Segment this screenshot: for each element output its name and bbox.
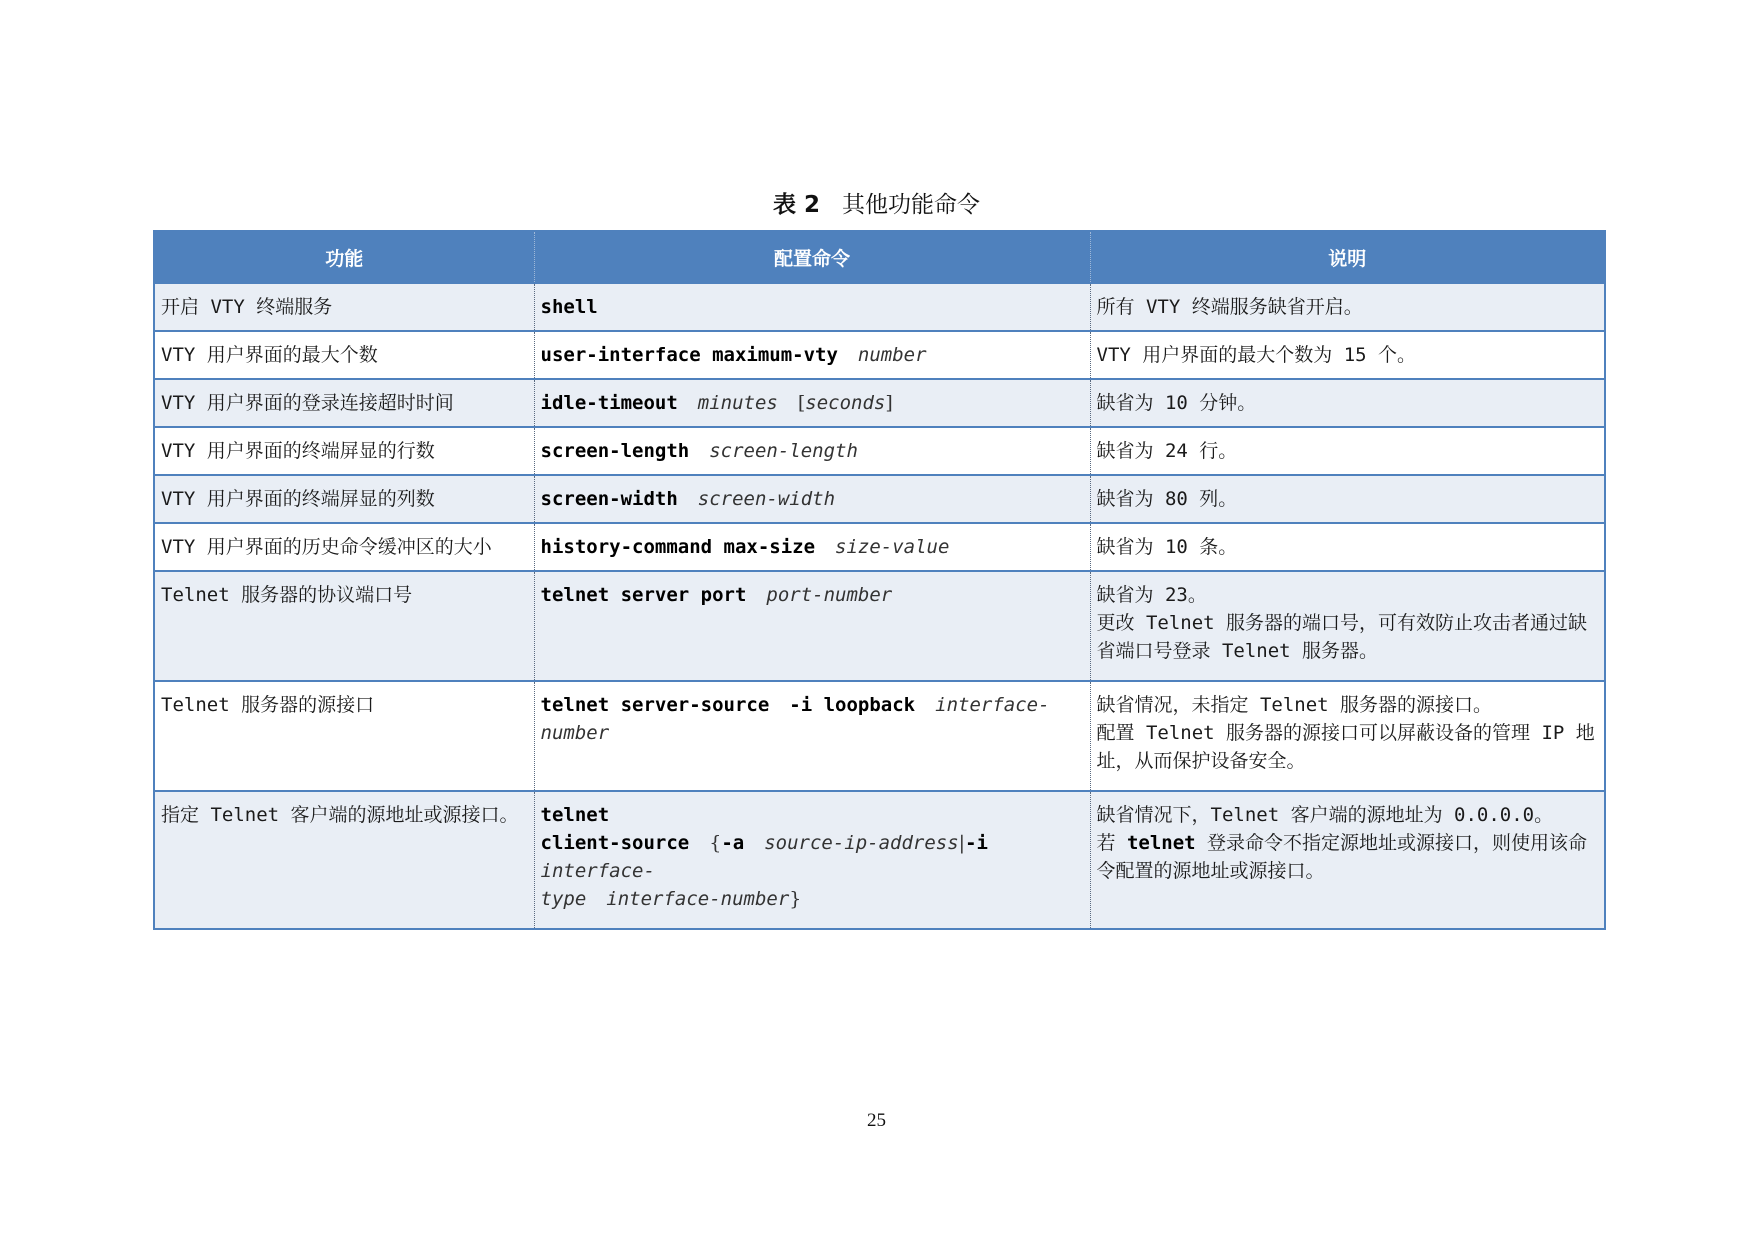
command-keyword: idle-timeout <box>540 392 678 414</box>
command-keyword: screen-width <box>540 488 678 510</box>
command-cell <box>534 791 1090 929</box>
table-row <box>154 475 1605 523</box>
command-argument: screen-length <box>709 440 858 462</box>
command-argument: interface- <box>540 860 655 882</box>
option-a: -a <box>721 832 745 854</box>
inline-command-keyword: telnet <box>1126 832 1196 854</box>
command-argument: number <box>857 344 927 366</box>
command-keyword: telnet server-source <box>540 694 770 716</box>
command-keyword: telnet <box>540 804 610 826</box>
table-row <box>154 427 1605 475</box>
description-cell: 所有 VTY 终端服务缺省开启。 <box>1090 283 1605 331</box>
command-cell <box>534 571 1090 681</box>
function-cell: VTY 用户界面的最大个数 <box>154 331 534 379</box>
option-i: -i <box>965 832 988 854</box>
description-cell: 缺省为 10 分钟。 <box>1090 379 1605 427</box>
command-argument: screen-width <box>697 488 836 510</box>
command-keyword: screen-length <box>540 440 690 462</box>
table-header-row <box>154 231 1605 283</box>
header-function: 功能 <box>154 231 534 283</box>
command-cell <box>534 475 1090 523</box>
table-row <box>154 331 1605 379</box>
choice-separator: | <box>958 832 966 854</box>
function-cell: VTY 用户界面的终端屏显的行数 <box>154 427 534 475</box>
description-cell: 缺省为 80 列。 <box>1090 475 1605 523</box>
command-argument: minutes <box>697 392 778 414</box>
command-argument: port-number <box>766 584 893 606</box>
description-line: 缺省为 23。 <box>1096 584 1207 606</box>
command-argument: source-ip-address <box>764 832 959 854</box>
command-cell <box>534 283 1090 331</box>
command-keyword: user-interface maximum-vty <box>540 344 838 366</box>
command-keyword: client-source <box>540 832 690 854</box>
command-cell <box>534 331 1090 379</box>
table-row <box>154 379 1605 427</box>
description-line <box>1097 829 1598 885</box>
description-cell: 缺省为 10 条。 <box>1090 523 1605 571</box>
description-line: 配置 Telnet 服务器的源接口可以屏蔽设备的管理 IP 地址，从而保护设备安全。 <box>1096 722 1595 772</box>
command-cell <box>534 523 1090 571</box>
description-line: 缺省情况下，Telnet 客户端的源地址为 0.0.0.0。 <box>1096 804 1554 826</box>
description-line: 缺省情况，未指定 Telnet 服务器的源接口。 <box>1096 694 1493 716</box>
command-keyword: -i loopback <box>789 694 916 716</box>
command-argument: size-value <box>835 536 950 558</box>
description-text: 若 <box>1096 832 1127 854</box>
command-keyword: telnet server port <box>540 584 747 606</box>
command-cell <box>534 427 1090 475</box>
function-cell: VTY 用户界面的终端屏显的列数 <box>154 475 534 523</box>
command-cell <box>534 681 1090 791</box>
table-caption <box>0 186 1753 219</box>
command-argument: interface-number <box>606 888 790 910</box>
description-cell: VTY 用户界面的最大个数为 15 个。 <box>1090 331 1605 379</box>
optional-open-bracket: [ <box>797 392 806 414</box>
header-command: 配置命令 <box>534 231 1090 283</box>
description-cell <box>1090 791 1605 929</box>
optional-close-bracket: ] <box>885 392 893 414</box>
page-number: 25 <box>867 1110 886 1131</box>
description-text: 登录命令不指定源地址或源接口，则使用该命令配置的源地址或源接口。 <box>1096 832 1588 882</box>
function-cell: Telnet 服务器的源接口 <box>154 681 534 791</box>
command-cell <box>534 379 1090 427</box>
description-line: 更改 Telnet 服务器的端口号，可有效防止攻击者通过缺省端口号登录 Telnet 服务器。 <box>1096 612 1588 662</box>
command-argument: type <box>540 888 587 910</box>
table-row <box>154 681 1605 791</box>
description-cell <box>1090 571 1605 681</box>
function-cell: VTY 用户界面的历史命令缓冲区的大小 <box>154 523 534 571</box>
command-argument: interface-number <box>540 694 1050 744</box>
description-cell: 缺省为 24 行。 <box>1090 427 1605 475</box>
brace-close: } <box>789 888 802 910</box>
table-row <box>154 791 1605 929</box>
brace-open: { <box>709 832 722 854</box>
header-description: 说明 <box>1090 231 1605 283</box>
command-keyword: shell <box>540 296 598 318</box>
command-table <box>153 230 1606 930</box>
table-row <box>154 571 1605 681</box>
function-cell: 开启 VTY 终端服务 <box>154 283 534 331</box>
description-cell <box>1090 681 1605 791</box>
table-row <box>154 523 1605 571</box>
command-optional-argument: seconds <box>805 392 886 414</box>
command-keyword: history-command max-size <box>540 536 816 558</box>
function-cell: 指定 Telnet 客户端的源地址或源接口。 <box>154 791 534 929</box>
table-row <box>154 283 1605 331</box>
table-number: 表 2 <box>772 192 820 218</box>
function-cell: VTY 用户界面的登录连接超时时间 <box>154 379 534 427</box>
table-title: 其他功能命令 <box>842 192 980 218</box>
function-cell: Telnet 服务器的协议端口号 <box>154 571 534 681</box>
